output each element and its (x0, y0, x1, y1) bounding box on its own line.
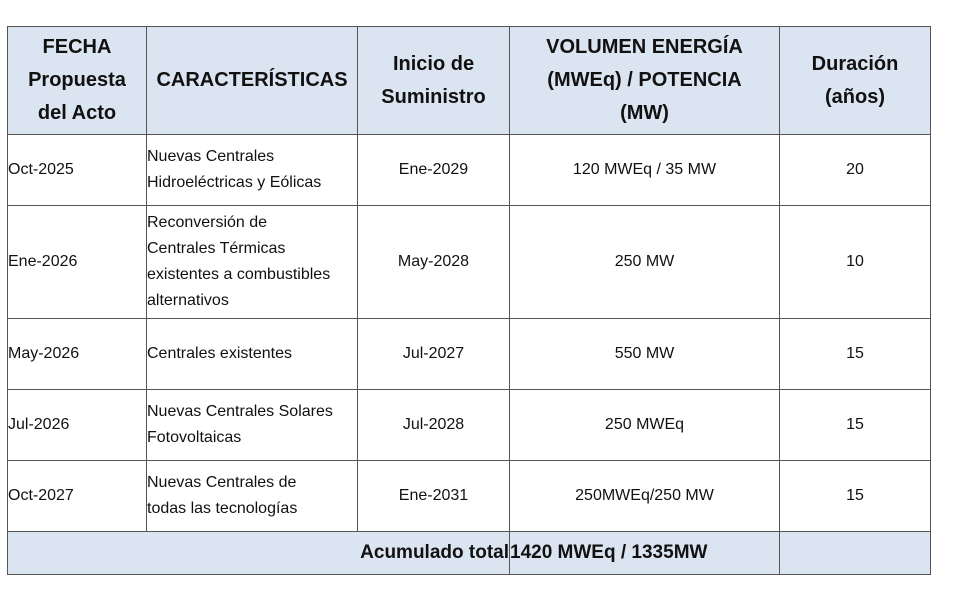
cell-volumen: 120 MWEq / 35 MW (510, 135, 780, 206)
cell-inicio: Jul-2028 (358, 390, 510, 461)
cell-caracteristicas-line: Nuevas Centrales Solares (147, 403, 333, 420)
header-duracion (780, 27, 931, 135)
cell-caracteristicas-line: Centrales Térmicas (147, 240, 286, 257)
cell-inicio: Jul-2027 (358, 319, 510, 390)
table-body (8, 135, 931, 532)
header-fecha-line: del Acto (37, 102, 117, 124)
table-row (8, 461, 931, 532)
cell-caracteristicas-line: alternativos (147, 292, 229, 309)
table-header (8, 27, 931, 135)
cell-volumen: 250 MW (510, 206, 780, 319)
cell-caracteristicas (147, 390, 358, 461)
cell-fecha: Jul-2026 (8, 390, 147, 461)
cell-caracteristicas-line: Reconversión de (147, 214, 268, 231)
total-label: Acumulado total (8, 532, 510, 575)
cell-fecha: May-2026 (8, 319, 147, 390)
cell-caracteristicas-line: Nuevas Centrales de (147, 474, 297, 491)
table-row (8, 206, 931, 319)
header-duracion-line: (años) (825, 85, 885, 108)
header-fecha-line: FECHA (42, 36, 112, 58)
cell-duracion: 15 (780, 461, 931, 532)
cell-duracion: 20 (780, 135, 931, 206)
cell-volumen: 550 MW (510, 319, 780, 390)
cell-volumen: 250MWEq/250 MW (510, 461, 780, 532)
table-row (8, 135, 931, 206)
cell-caracteristicas (147, 461, 358, 532)
header-volumen-line: VOLUMEN ENERGÍA (546, 36, 743, 58)
header-inicio-line: Suministro (381, 85, 486, 108)
cell-caracteristicas-line: existentes a combustibles (147, 266, 331, 283)
table-row (8, 390, 931, 461)
cell-fecha: Oct-2027 (8, 461, 147, 532)
header-volumen-line: (MWEq) / POTENCIA (547, 69, 742, 91)
table-footer (8, 532, 931, 575)
header-volumen-line: (MW) (620, 102, 669, 124)
header-duracion-line: Duración (811, 52, 899, 75)
cell-duracion: 10 (780, 206, 931, 319)
cell-caracteristicas (147, 135, 358, 206)
header-fecha-line: Propuesta (28, 69, 126, 91)
cell-inicio: May-2028 (358, 206, 510, 319)
total-value: 1420 MWEq / 1335MW (510, 532, 780, 575)
header-volumen (510, 27, 780, 135)
header-caracteristicas: CARACTERÍSTICAS (147, 27, 358, 135)
cell-caracteristicas (147, 206, 358, 319)
energy-auction-schedule-table (7, 26, 931, 575)
cell-caracteristicas-line: Hidroeléctricas y Eólicas (147, 174, 322, 191)
header-inicio (358, 27, 510, 135)
header-inicio-line: Inicio de (392, 52, 475, 75)
cell-volumen: 250 MWEq (510, 390, 780, 461)
cell-caracteristicas-line: todas las tecnologías (147, 500, 298, 517)
cell-fecha: Oct-2025 (8, 135, 147, 206)
cell-inicio: Ene-2031 (358, 461, 510, 532)
total-row (8, 532, 931, 575)
total-empty-cell (780, 532, 931, 575)
cell-duracion: 15 (780, 319, 931, 390)
header-fecha (8, 27, 147, 135)
cell-inicio: Ene-2029 (358, 135, 510, 206)
cell-caracteristicas-line: Nuevas Centrales (147, 148, 275, 165)
cell-duracion: 15 (780, 390, 931, 461)
cell-caracteristicas-line: Fotovoltaicas (147, 429, 242, 446)
cell-fecha: Ene-2026 (8, 206, 147, 319)
cell-caracteristicas-line: Centrales existentes (147, 345, 292, 362)
table-row (8, 319, 931, 390)
cell-caracteristicas (147, 319, 358, 390)
header-row (8, 27, 931, 135)
